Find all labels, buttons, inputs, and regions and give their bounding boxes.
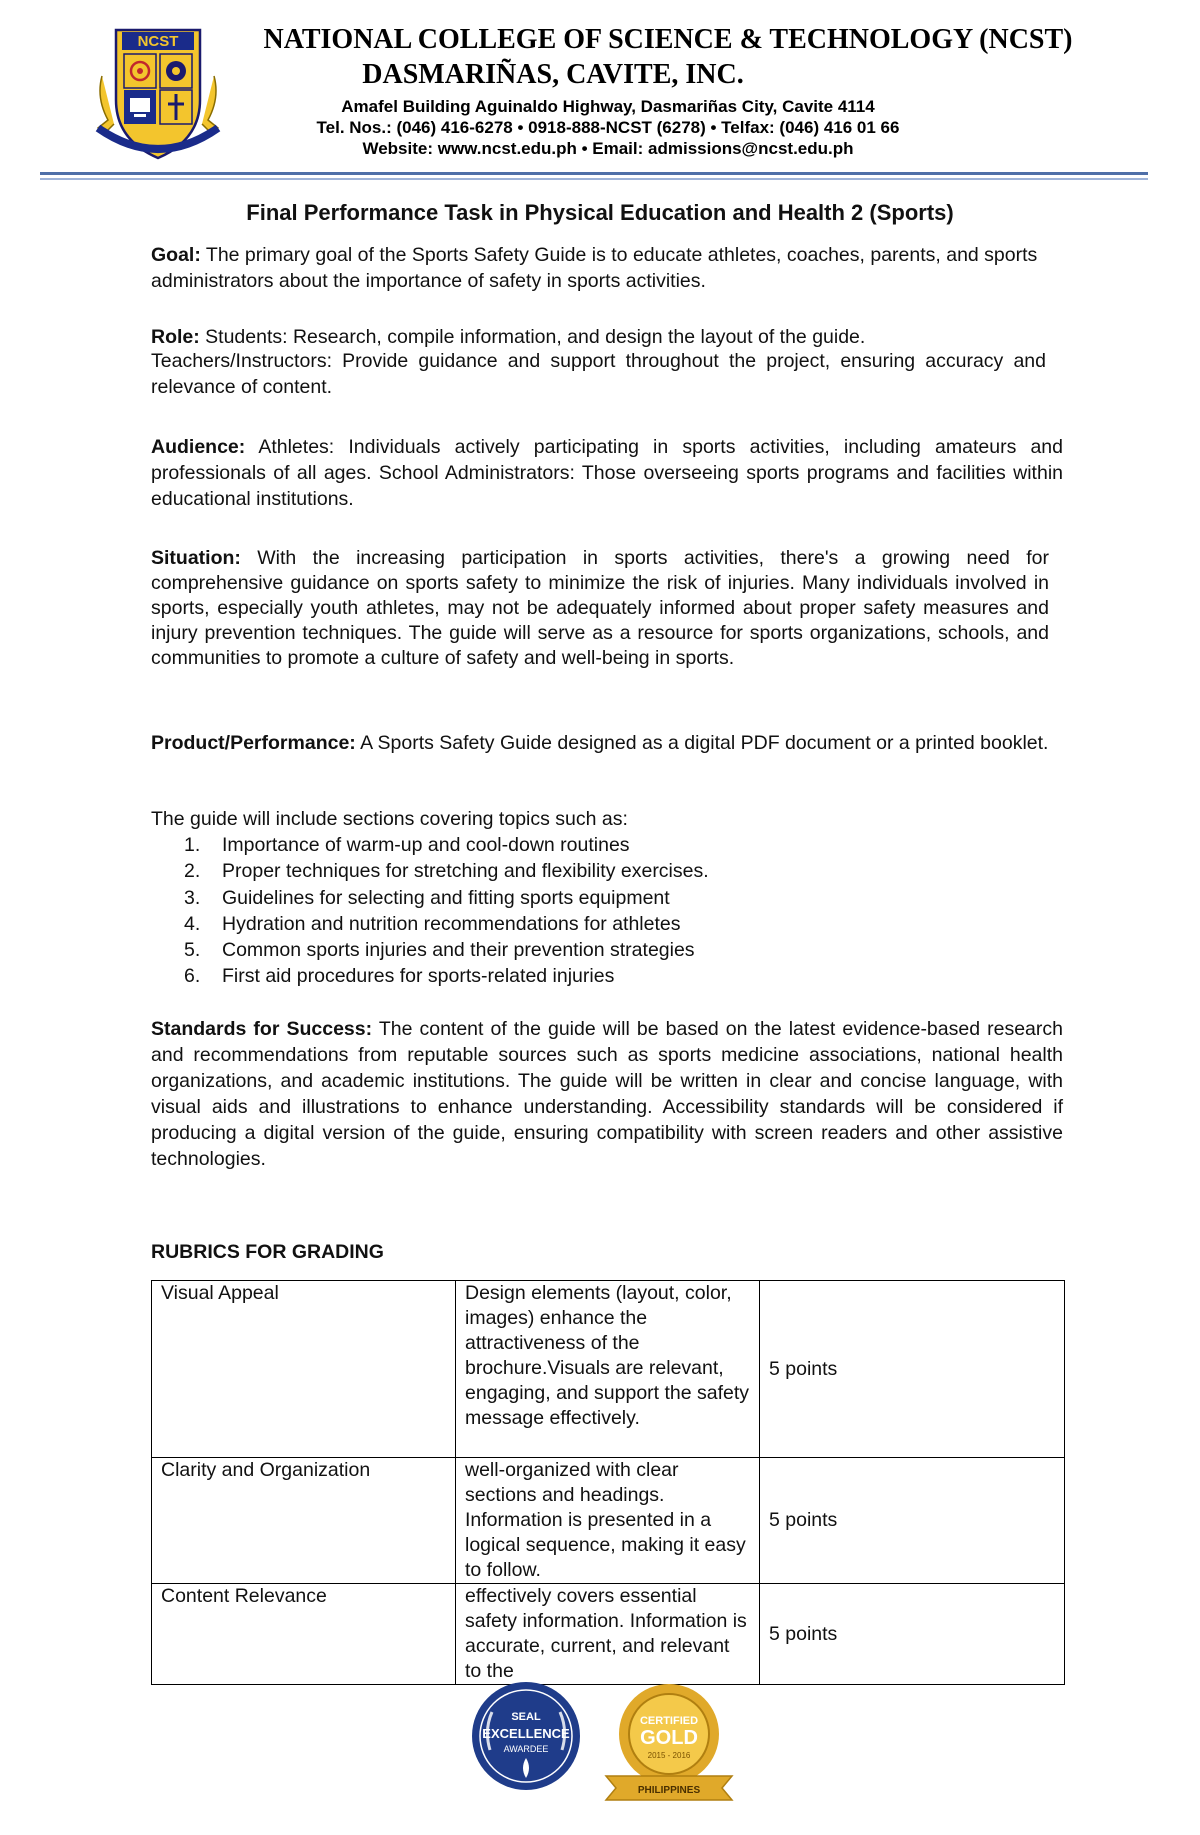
header-rule-light (40, 178, 1148, 180)
rubric-points: 5 points (760, 1584, 1065, 1685)
audience-label: Audience: (151, 436, 246, 458)
list-item-text: Importance of warm-up and cool-down routines (222, 834, 630, 856)
standards-text: The content of the guide will be based on the latest evidence-based research and recommendations from reputable sources such as sports medicine associations, national health organizations, and academic institutions. The guide will be written in clear and concise language, with visual aids and illustrations to enhance understanding. Accessibility standards will be considered if producing a digital version of the guide, ensuring compatibility with screen readers and other assistive technologies. (151, 1018, 1063, 1170)
role-paragraph-2: Teachers/Instructors: Provide guidance and support throughout the project, ensuring accuracy and relevance of content. (151, 350, 1046, 398)
table-row (152, 1281, 1065, 1458)
role-label: Role: (151, 326, 200, 348)
list-item-number: 2. (184, 860, 201, 883)
list-item (151, 832, 1061, 858)
seal-excellence-badge (470, 1680, 582, 1792)
list-item-number: 5. (184, 939, 201, 962)
list-item-number: 4. (184, 912, 201, 935)
seal1-line1: SEAL (511, 1711, 541, 1723)
table-row (152, 1584, 1065, 1685)
header-rule (40, 172, 1148, 175)
list-item-text: Common sports injuries and their prevention strategies (222, 939, 695, 962)
rubric-table (151, 1280, 1065, 1685)
ncst-logo (94, 28, 222, 162)
rubric-points: 5 points (760, 1458, 1065, 1584)
rubric-description: well-organized with clear sections and headings. Information is presented in a logical sequence, making it easy to follow. (456, 1458, 760, 1584)
list-item (151, 885, 1061, 911)
list-item-text: First aid procedures for sports-related injuries (222, 965, 615, 988)
rubric-description-clip: effectively covers essential safety information. Information is accurate, current, and relevant to the (465, 1585, 747, 1682)
seal1-line2: EXCELLENCE (482, 1726, 570, 1741)
list-item-number: 3. (184, 886, 201, 909)
situation-text: With the increasing participation in sports activities, there's a growing need for comprehensive guidance on sports safety to minimize the risk of injuries. Many individuals involved in sports, especially youth athletes, may not be adequately informed about proper safety measures and injury prevention techniques. The guide will serve as a resource for sports organizations, schools, and communities to promote a culture of safety and well-being in sports. (151, 547, 1049, 669)
role-text: Students: Research, compile information, and design the layout of the guide. (199, 326, 866, 348)
document-title: Final Performance Task in Physical Education and Health 2 (Sports) (246, 200, 954, 225)
standards-paragraph (151, 1016, 1063, 1172)
table-row (152, 1458, 1065, 1584)
college-address: Amafel Building Aguinaldo Highway, Dasmariñas City, Cavite 4114 (341, 97, 875, 116)
rubrics-heading: RUBRICS FOR GRADING (151, 1241, 384, 1263)
goal-label: Goal: (151, 244, 201, 266)
college-web-email: Website: www.ncst.edu.ph • Email: admissions@ncst.edu.ph (362, 139, 854, 158)
rubric-description (456, 1584, 760, 1685)
audience-text: Athletes: Individuals actively participating in sports activities, including amateurs and professionals of all ages. School Administrators: Those overseeing sports programs and facilities within educational institutions. (151, 436, 1063, 510)
rubric-criterion: Content Relevance (152, 1584, 456, 1685)
rubric-criterion: Clarity and Organization (152, 1458, 456, 1584)
college-name: NATIONAL COLLEGE OF SCIENCE & TECHNOLOGY (NCST) (263, 24, 1073, 55)
product-text: A Sports Safety Guide designed as a digital PDF document or a printed booklet. (355, 732, 1049, 754)
seal1-line3: AWARDEE (503, 1744, 549, 1754)
seal2-line1: CERTIFIED (639, 1715, 699, 1727)
list-item-text: Guidelines for selecting and fitting sports equipment (222, 886, 670, 909)
seal2-line4: PHILIPPINES (637, 1785, 701, 1796)
goal-paragraph (151, 242, 1061, 294)
certified-gold-badge (598, 1680, 740, 1802)
list-item (151, 937, 1061, 963)
product-paragraph (151, 730, 1063, 756)
role-paragraph (151, 324, 1061, 350)
goal-text: The primary goal of the Sports Safety Guide is to educate athletes, coaches, parents, and sports administrators about the importance of safety in sports activities. (151, 244, 1038, 292)
list-intro: The guide will include sections covering topics such as: (151, 808, 628, 830)
college-phones: Tel. Nos.: (046) 416-6278 • 0918-888-NCST (6278) • Telfax: (046) 416 01 66 (316, 118, 900, 137)
logo-text: NCST (137, 33, 179, 50)
topics-list (151, 832, 1061, 990)
rubric-points: 5 points (760, 1281, 1065, 1458)
standards-label: Standards for Success: (151, 1018, 373, 1040)
situation-paragraph (151, 546, 1049, 671)
list-item-number: 6. (184, 965, 201, 988)
situation-label: Situation: (151, 547, 241, 569)
list-item-text: Proper techniques for stretching and flexibility exercises. (222, 860, 709, 883)
list-item (151, 858, 1061, 884)
rubric-criterion: Visual Appeal (152, 1281, 456, 1458)
seal2-line3: 2015 - 2016 (647, 1751, 691, 1760)
seal2-line2: GOLD (640, 1727, 698, 1749)
list-item-text: Hydration and nutrition recommendations for athletes (222, 912, 681, 935)
list-item (151, 963, 1061, 989)
college-location: DASMARIÑAS, CAVITE, INC. (362, 59, 744, 90)
list-item-number: 1. (184, 834, 201, 856)
audience-paragraph (151, 434, 1063, 512)
rubric-description: Design elements (layout, color, images) enhance the attractiveness of the brochure.Visuals are relevant, engaging, and support the safety message effectively. (456, 1281, 760, 1458)
product-label: Product/Performance: (151, 732, 356, 754)
list-item (151, 911, 1061, 937)
